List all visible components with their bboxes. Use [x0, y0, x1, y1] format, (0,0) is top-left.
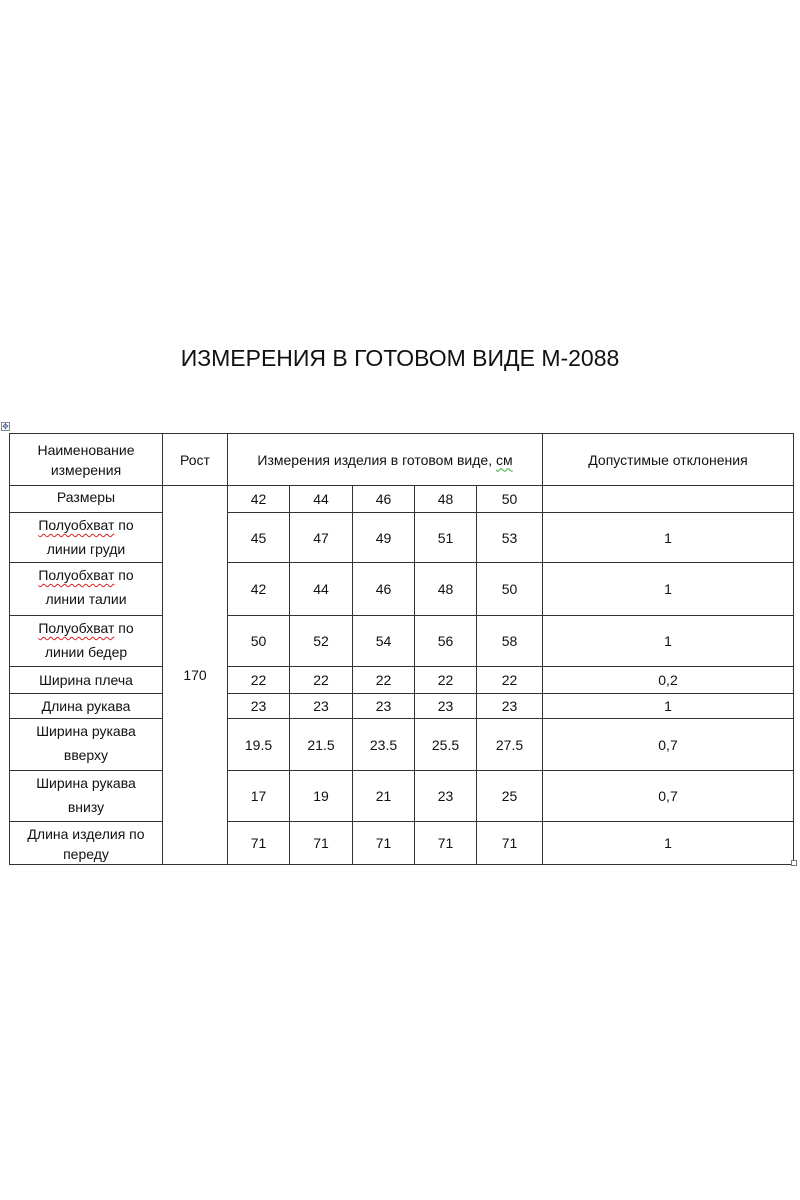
measurement-name-line2: переду [63, 846, 109, 862]
table-row [10, 822, 794, 865]
value-cell: 25 [477, 771, 543, 822]
measurement-name-word: Полуобхват [38, 567, 115, 583]
measurement-name-word: Ширина рукава [36, 723, 136, 739]
value-cell: 51 [415, 513, 477, 563]
header-measurements [228, 434, 543, 486]
measurement-name-line2: линии груди [46, 541, 126, 557]
measurement-name-rest: по [114, 517, 134, 533]
measurement-name-word: Длина изделия по [27, 826, 145, 842]
value-cell: 50 [228, 616, 290, 667]
header-name-line2: измерения [50, 461, 122, 478]
value-cell: 48 [415, 563, 477, 616]
value-cell: 52 [290, 616, 353, 667]
measurement-name [10, 563, 163, 616]
measurement-name [10, 694, 163, 719]
value-cell: 45 [228, 513, 290, 563]
tolerance-cell: 0,2 [543, 667, 794, 694]
value-cell: 71 [415, 822, 477, 865]
value-cell: 22 [477, 667, 543, 694]
value-cell: 23 [290, 694, 353, 719]
value-cell: 44 [290, 563, 353, 616]
tolerance-cell: 1 [543, 513, 794, 563]
measurement-name-line2: линии талии [45, 591, 127, 607]
value-cell: 49 [353, 513, 415, 563]
value-cell: 71 [353, 822, 415, 865]
table-row [10, 616, 794, 667]
value-cell: 25.5 [415, 719, 477, 771]
size-cell: 42 [228, 486, 290, 513]
measurement-name [10, 719, 163, 771]
value-cell: 42 [228, 563, 290, 616]
header-measurements-text: Измерения изделия в готовом виде, [257, 451, 496, 468]
tolerance-cell: 1 [543, 694, 794, 719]
header-name-line1: Наименование [37, 441, 135, 458]
value-cell: 23 [228, 694, 290, 719]
measurement-name-line1 [14, 721, 158, 741]
table-row [10, 719, 794, 771]
tolerance-cell: 0,7 [543, 719, 794, 771]
table-row [10, 563, 794, 616]
value-cell: 23 [353, 694, 415, 719]
value-cell: 22 [228, 667, 290, 694]
table-move-handle-icon[interactable]: ✥ [2, 422, 9, 431]
tolerance-cell: 1 [543, 563, 794, 616]
sizes-label: Размеры [10, 486, 163, 513]
value-cell: 71 [228, 822, 290, 865]
value-cell: 71 [290, 822, 353, 865]
header-name [10, 434, 163, 486]
value-cell: 23 [415, 771, 477, 822]
measurement-name-word: Ширина рукава [36, 775, 136, 791]
measurement-name-line1 [14, 515, 158, 535]
value-cell: 47 [290, 513, 353, 563]
table-resize-handle-icon[interactable] [791, 860, 797, 866]
value-cell: 19.5 [228, 719, 290, 771]
measurement-name-line1 [14, 565, 158, 585]
table-row [10, 513, 794, 563]
value-cell: 58 [477, 616, 543, 667]
value-cell: 21 [353, 771, 415, 822]
value-cell: 22 [353, 667, 415, 694]
measurement-name-line1 [14, 670, 158, 690]
sizes-row [10, 486, 794, 513]
size-cell: 46 [353, 486, 415, 513]
value-cell: 21.5 [290, 719, 353, 771]
tolerance-cell: 1 [543, 822, 794, 865]
value-cell: 19 [290, 771, 353, 822]
measurement-name [10, 513, 163, 563]
measurement-name [10, 667, 163, 694]
value-cell: 71 [477, 822, 543, 865]
measurement-name-line1 [14, 696, 158, 716]
value-cell: 23.5 [353, 719, 415, 771]
measurement-name-rest: по [114, 567, 134, 583]
value-cell: 46 [353, 563, 415, 616]
measurement-name-line1 [14, 618, 158, 638]
header-row [10, 434, 794, 486]
measurement-name-line2: вверху [63, 747, 109, 763]
value-cell: 50 [477, 563, 543, 616]
table-row [10, 694, 794, 719]
measurement-name-word: Полуобхват [38, 620, 115, 636]
header-tolerance: Допустимые отклонения [543, 434, 794, 486]
measurement-name [10, 822, 163, 865]
measurement-name-line2: внизу [67, 799, 105, 815]
measurement-name-rest: по [114, 620, 134, 636]
measurement-name-word: Ширина плеча [39, 672, 133, 688]
measurement-name [10, 771, 163, 822]
header-rost: Рост [163, 434, 228, 486]
value-cell: 56 [415, 616, 477, 667]
value-cell: 27.5 [477, 719, 543, 771]
size-cell: 44 [290, 486, 353, 513]
sizes-tolerance-empty [543, 486, 794, 513]
value-cell: 23 [477, 694, 543, 719]
measurement-name-line1 [14, 773, 158, 793]
value-cell: 23 [415, 694, 477, 719]
document-title: ИЗМЕРЕНИЯ В ГОТОВОМ ВИДЕ М-2088 [180, 345, 620, 371]
header-measurements-unit: см [495, 451, 513, 468]
rost-value: 170 [163, 486, 228, 865]
value-cell: 53 [477, 513, 543, 563]
measurement-name [10, 616, 163, 667]
measurement-name-word: Полуобхват [38, 517, 115, 533]
measurements-table [9, 433, 794, 865]
measurement-name-line1 [14, 824, 158, 844]
table-row [10, 667, 794, 694]
measurement-name-word: Длина рукава [41, 698, 131, 714]
value-cell: 22 [415, 667, 477, 694]
value-cell: 54 [353, 616, 415, 667]
measurement-name-line2: линии бедер [44, 644, 128, 660]
size-cell: 50 [477, 486, 543, 513]
size-cell: 48 [415, 486, 477, 513]
tolerance-cell: 1 [543, 616, 794, 667]
value-cell: 17 [228, 771, 290, 822]
tolerance-cell: 0,7 [543, 771, 794, 822]
value-cell: 22 [290, 667, 353, 694]
table-row [10, 771, 794, 822]
